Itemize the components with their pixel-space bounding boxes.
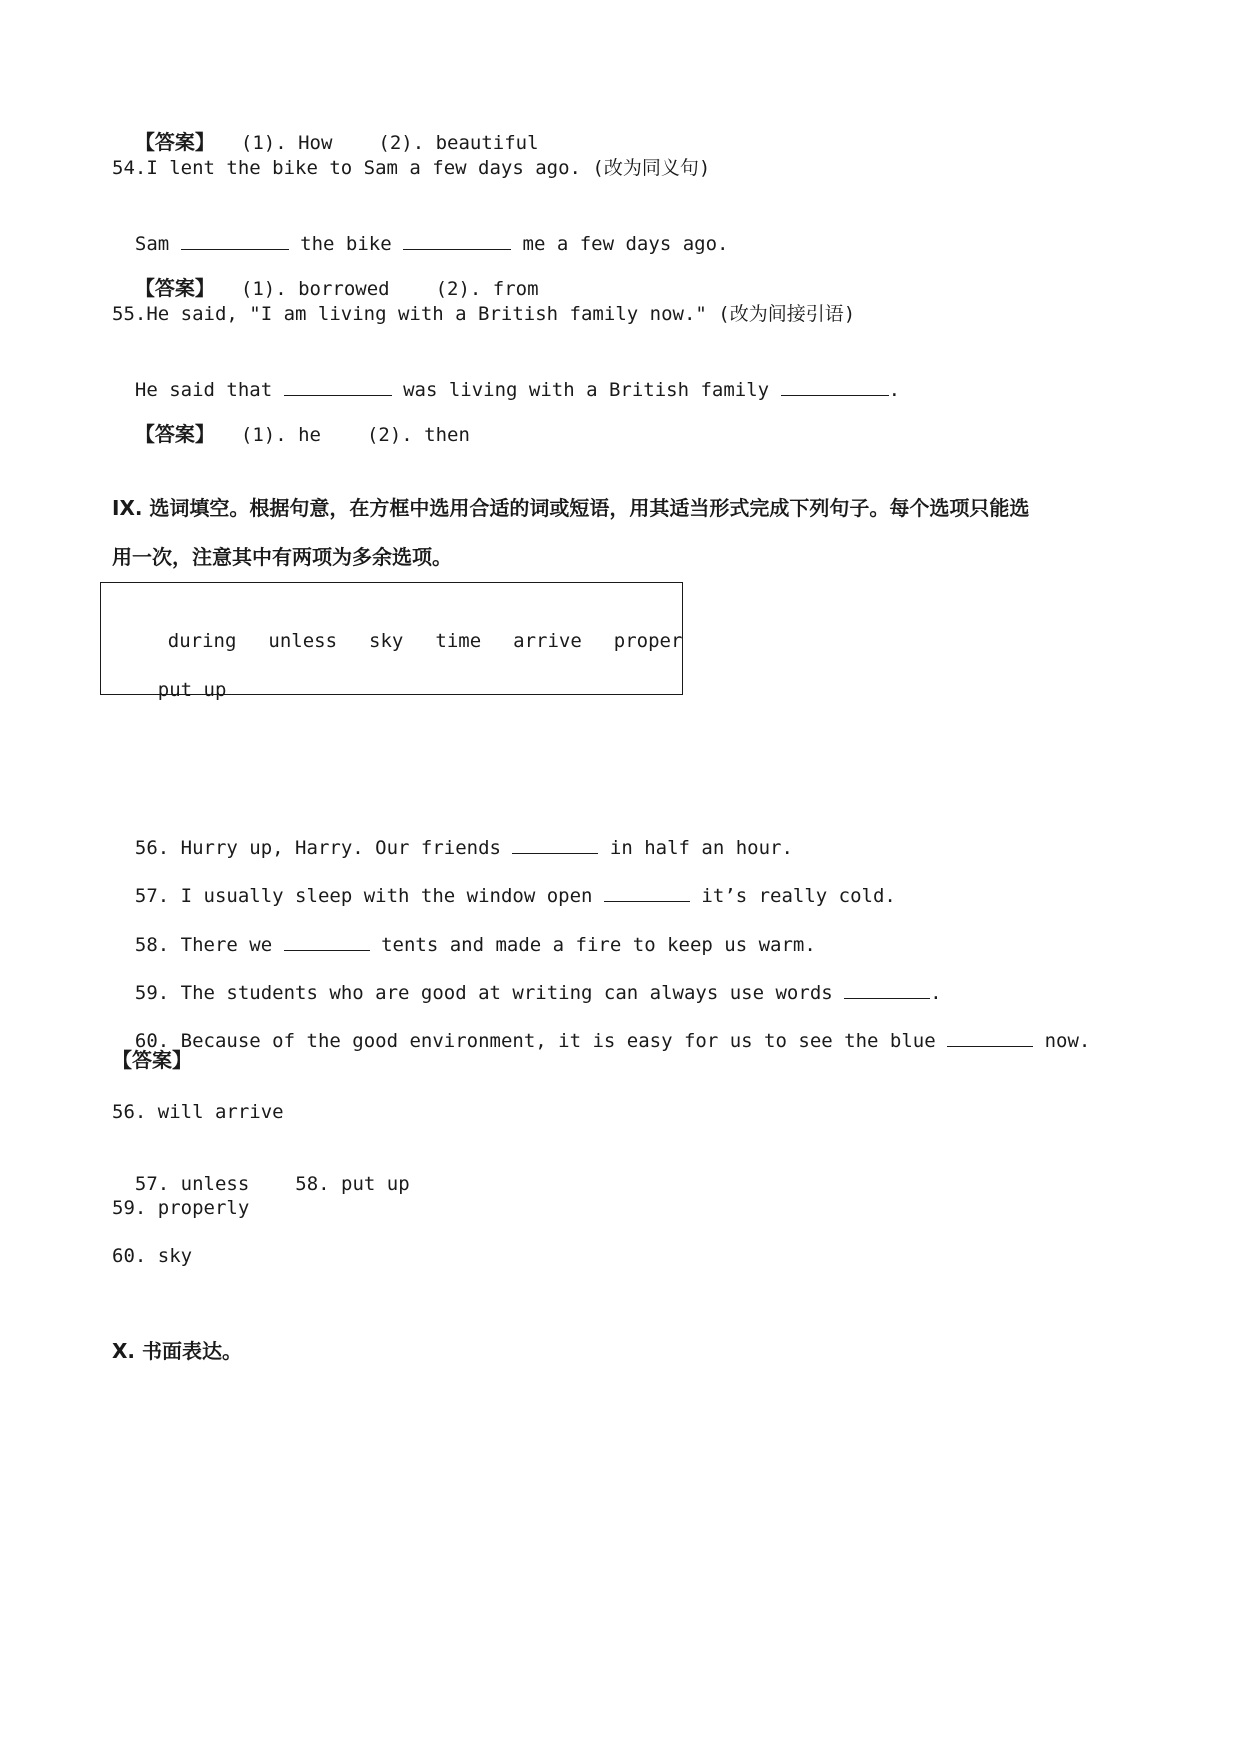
question-55-prompt: 55.He said, "I am living with a British family now." (改为间接引语) — [112, 303, 856, 325]
answer-blank[interactable] — [284, 377, 392, 396]
answer-53-2: (2). beautiful — [378, 132, 539, 154]
answer-blank[interactable] — [604, 883, 690, 902]
q54-part-1: Sam — [134, 233, 170, 255]
question-text: There we — [180, 934, 273, 956]
answer-57-58 — [112, 1148, 410, 1196]
section-9-heading-line-1: IX. 选词填空。根据句意，在方框中选用合适的词或短语，用其适当形式完成下列句子。每个选项只能选 — [112, 496, 1030, 520]
answer-label: 【答案】 — [134, 276, 215, 300]
answer-56: 56. will arrive — [112, 1101, 284, 1123]
answer-label: 【答案】 — [112, 1048, 192, 1072]
answer-blank[interactable] — [181, 231, 289, 250]
word-box-row-2 — [112, 654, 258, 726]
q55-part-3: . — [888, 379, 901, 401]
question-text: now. — [1044, 1030, 1091, 1052]
answer-53-1: (1). How — [240, 132, 333, 154]
answer-55-2: (2). then — [366, 424, 470, 446]
question-text: Because of the good environment, it is easy for us to see the blue — [180, 1030, 936, 1052]
answer-54-2: (2). from — [435, 278, 539, 300]
section-9-heading-line-2: 用一次，注意其中有两项为多余选项。 — [112, 545, 452, 569]
answer-row-55 — [112, 398, 470, 447]
section-10-heading: X. 书面表达。 — [112, 1339, 242, 1363]
answer-59: 59. properly — [112, 1197, 250, 1219]
word-option: during — [167, 630, 237, 652]
word-option: arrive — [513, 630, 582, 652]
question-60 — [112, 1004, 1090, 1053]
word-option: proper — [613, 630, 683, 652]
answer-row-53 — [112, 106, 539, 155]
answer-label: 【答案】 — [134, 130, 215, 154]
question-57 — [112, 859, 896, 908]
question-text: I usually sleep with the window open — [180, 885, 593, 907]
word-option: time — [435, 630, 482, 652]
q55-part-1: He said that — [134, 379, 273, 401]
word-option: sky — [369, 630, 404, 652]
answer-blank[interactable] — [284, 932, 370, 951]
question-text: Hurry up, Harry. Our friends — [180, 837, 501, 859]
answer-row-54 — [112, 252, 539, 301]
question-text: it’s really cold. — [701, 885, 896, 907]
question-text: tents and made a fire to keep us warm. — [381, 934, 816, 956]
question-text: . — [930, 982, 942, 1004]
question-56 — [112, 811, 793, 860]
question-number: 58. — [134, 934, 170, 956]
question-number: 60. — [134, 1030, 170, 1052]
question-number: 57. — [134, 885, 170, 907]
answer-blank[interactable] — [844, 980, 930, 999]
question-54-prompt: 54.I lent the bike to Sam a few days ago. (改为同义句) — [112, 157, 711, 179]
answer-55-1: (1). he — [240, 424, 321, 446]
answer-blank[interactable] — [947, 1028, 1033, 1047]
word-option: unless — [268, 630, 338, 652]
question-text: in half an hour. — [609, 837, 793, 859]
answer-57: 57. unless — [134, 1173, 250, 1195]
question-54-sentence — [112, 207, 728, 256]
answer-60: 60. sky — [112, 1245, 193, 1267]
question-text: The students who are good at writing can always use words — [180, 982, 833, 1004]
question-55-sentence — [112, 353, 900, 402]
answer-54-1: (1). borrowed — [240, 278, 390, 300]
question-59 — [112, 956, 942, 1005]
answer-blank[interactable] — [403, 231, 511, 250]
question-58 — [112, 908, 816, 957]
answer-label: 【答案】 — [134, 422, 215, 446]
answer-blank[interactable] — [512, 835, 598, 854]
answer-58: 58. put up — [295, 1173, 410, 1195]
q54-part-3: me a few days ago. — [522, 233, 729, 255]
word-option: put up — [157, 679, 227, 701]
q54-part-2: the bike — [300, 233, 392, 255]
question-number: 56. — [134, 837, 170, 859]
question-number: 59. — [134, 982, 170, 1004]
q55-part-2: was living with a British family — [403, 379, 770, 401]
word-box — [100, 582, 683, 701]
answer-blank[interactable] — [781, 377, 889, 396]
